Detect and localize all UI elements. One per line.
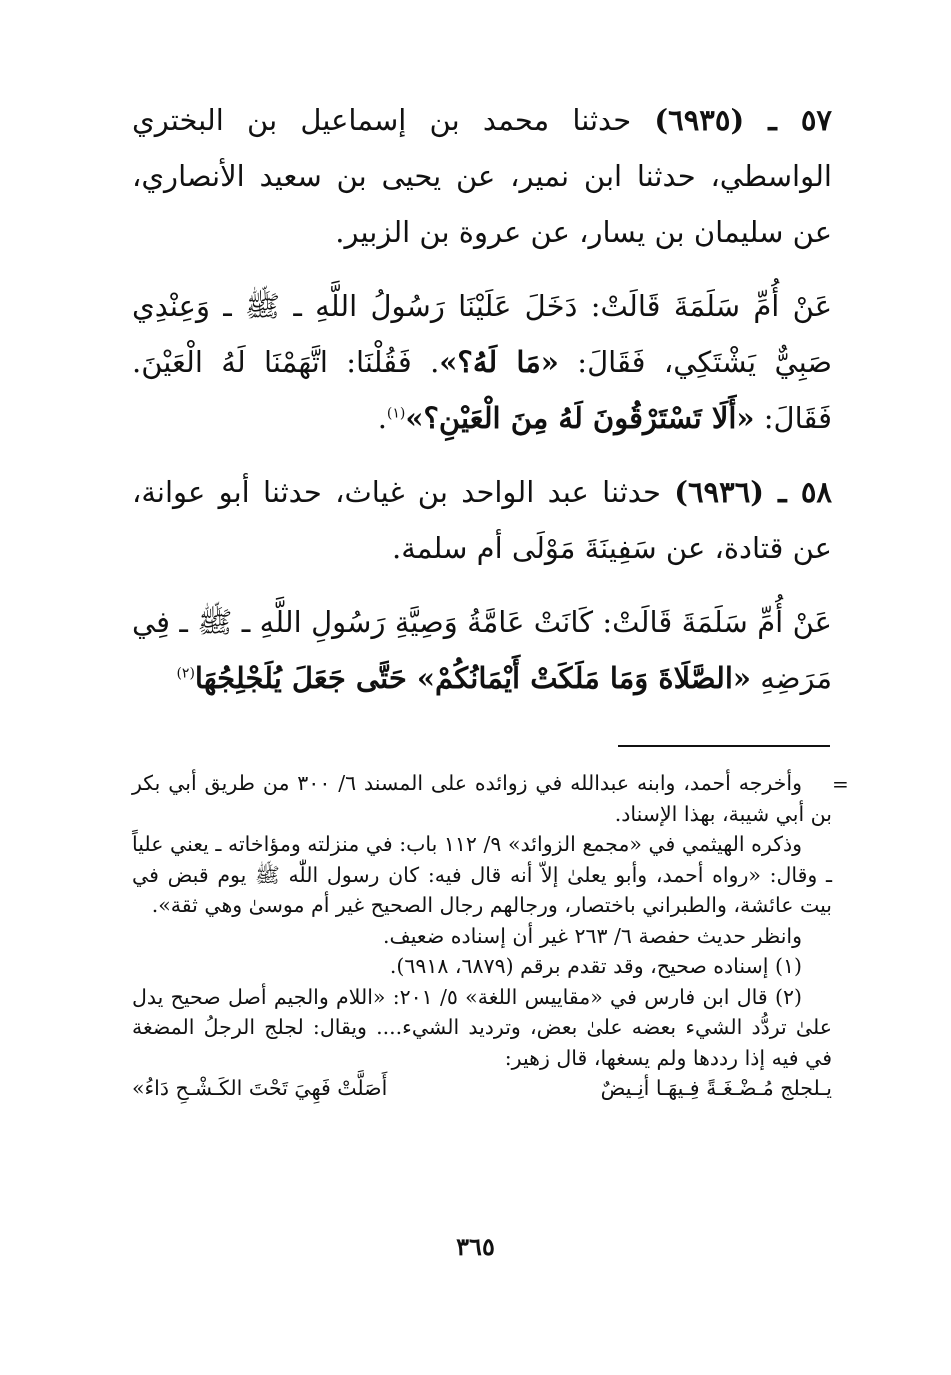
page-number: ٣٦٥ <box>456 1232 495 1261</box>
isnad-58 <box>132 464 832 576</box>
hadith-number-57: ٥٧ ـ (٦٩٣٥) <box>654 103 832 137</box>
footnote-continued-para-1: وأخرجه أحمد، وابنه عبدالله في زوائده على المسند ٦/ ٣٠٠ من طريق أبي بكر بن أبي شيبة، بهذا الإسناد. <box>132 771 832 826</box>
footnote-continued-para-2: وذكره الهيثمي في «مجمع الزوائد» ٩/ ١١٢ باب: في منزلته ومؤاخاته ـ يعني علياً ـ وقال: «رواه أحمد، وأبو يعلىٰ إلاّ أنه قال فيه: كان رسول اللّٰه ﷺ يوم قبض في بيت عائشة، والطبراني باختصار، ورجالهم رجال الصحيح غير أم موسىٰ وهي ثقة». <box>132 832 832 917</box>
footnote-continued-para-3: وانظر حديث حفصة ٦/ ٢٦٣ غير أن إسناده ضعيف. <box>383 923 802 948</box>
isnad-text-57: حدثنا محمد بن إسماعيل بن البختري الواسطي، حدثنا ابن نمير، عن يحيى بن سعيد الأنصاري، عن سليمان بن يسار، عن عروة بن الزبير. <box>132 103 832 249</box>
matn-intro-57: عَنْ أُمِّ سَلَمَةَ قَالَتْ: دَخَلَ عَلَيْنَا رَسُولُ اللَّهِ ـ ﷺ ـ وَعِنْدِي صَبِيٌّ يَشْتَكِي، فَقَالَ: <box>132 289 832 379</box>
matn-58 <box>132 594 832 706</box>
footnote-ref-1: (١) <box>386 405 406 422</box>
hadith-57 <box>132 92 832 446</box>
footnote-ref-2: (٢) <box>176 665 195 682</box>
verse-first-hemistich: يـلجلج مُـضْـغَـةً فِـيهَـا أنِـيضٌ <box>600 1076 832 1100</box>
matn-intro-58: عَنْ أُمِّ سَلَمَةَ قَالَتْ: كَانَتْ عَامَّةُ وَصِيَّةِ رَسُولِ اللَّهِ ـ ﷺ ـ فِي مَرَضِهِ <box>132 605 832 695</box>
continuation-mark: = <box>832 772 849 796</box>
matn-57 <box>132 278 832 446</box>
prophet-quote-2: «أَلَا تَسْتَرْقُونَ لَهُ مِنَ الْعَيْنِ؟» <box>405 401 755 435</box>
hadith-58 <box>132 464 832 706</box>
matn-mid-57: . فَقُلْنَا: اتَّهَمْنَا لَهُ الْعَيْنَ. فَقَالَ: <box>132 345 832 435</box>
prophet-quote-1: «مَا لَهُ؟» <box>439 345 559 379</box>
matn-end-57: . <box>377 401 387 435</box>
prophet-quote-3: «الصَّلَاةَ وَمَا مَلَكَتْ أَيْمَانُكُمْ» حَتَّى جَعَلَ يُلَجْلِجُهَا <box>194 661 752 695</box>
isnad-57 <box>132 92 832 260</box>
verse-second-hemistich: أَصَلَّتْ فَهِيَ تَحْتَ الكَـشْـحِ دَاءُ» <box>132 1076 388 1100</box>
isnad-text-58: حدثنا عبد الواحد بن غياث، حدثنا أبو عوانة، عن قتادة، عن سَفِينَةَ مَوْلَى أم سلمة. <box>132 475 832 565</box>
footnote-1: (١) إسناده صحيح، وقد تقدم برقم (٦٨٧٩، ٦٩١٨). <box>389 954 802 978</box>
footnote-2: (٢) قال ابن فارس في «مقاييس اللغة» ٥/ ٢٠١: «اللام والجيم أصل صحيح يدل علىٰ تردُّد الشيء بعضه علىٰ بعض، وترديد الشيء.... ويقال: لجلج الرجلُ المضغة في فيه إذا رددها ولم يسغها، قال زهير: <box>132 984 832 1070</box>
footnotes <box>132 768 832 1104</box>
footnote-separator <box>618 745 830 747</box>
hadith-number-58: ٥٨ ـ (٦٩٣٦) <box>674 475 832 509</box>
main-text <box>132 92 832 706</box>
poetry-verse <box>132 1073 832 1104</box>
